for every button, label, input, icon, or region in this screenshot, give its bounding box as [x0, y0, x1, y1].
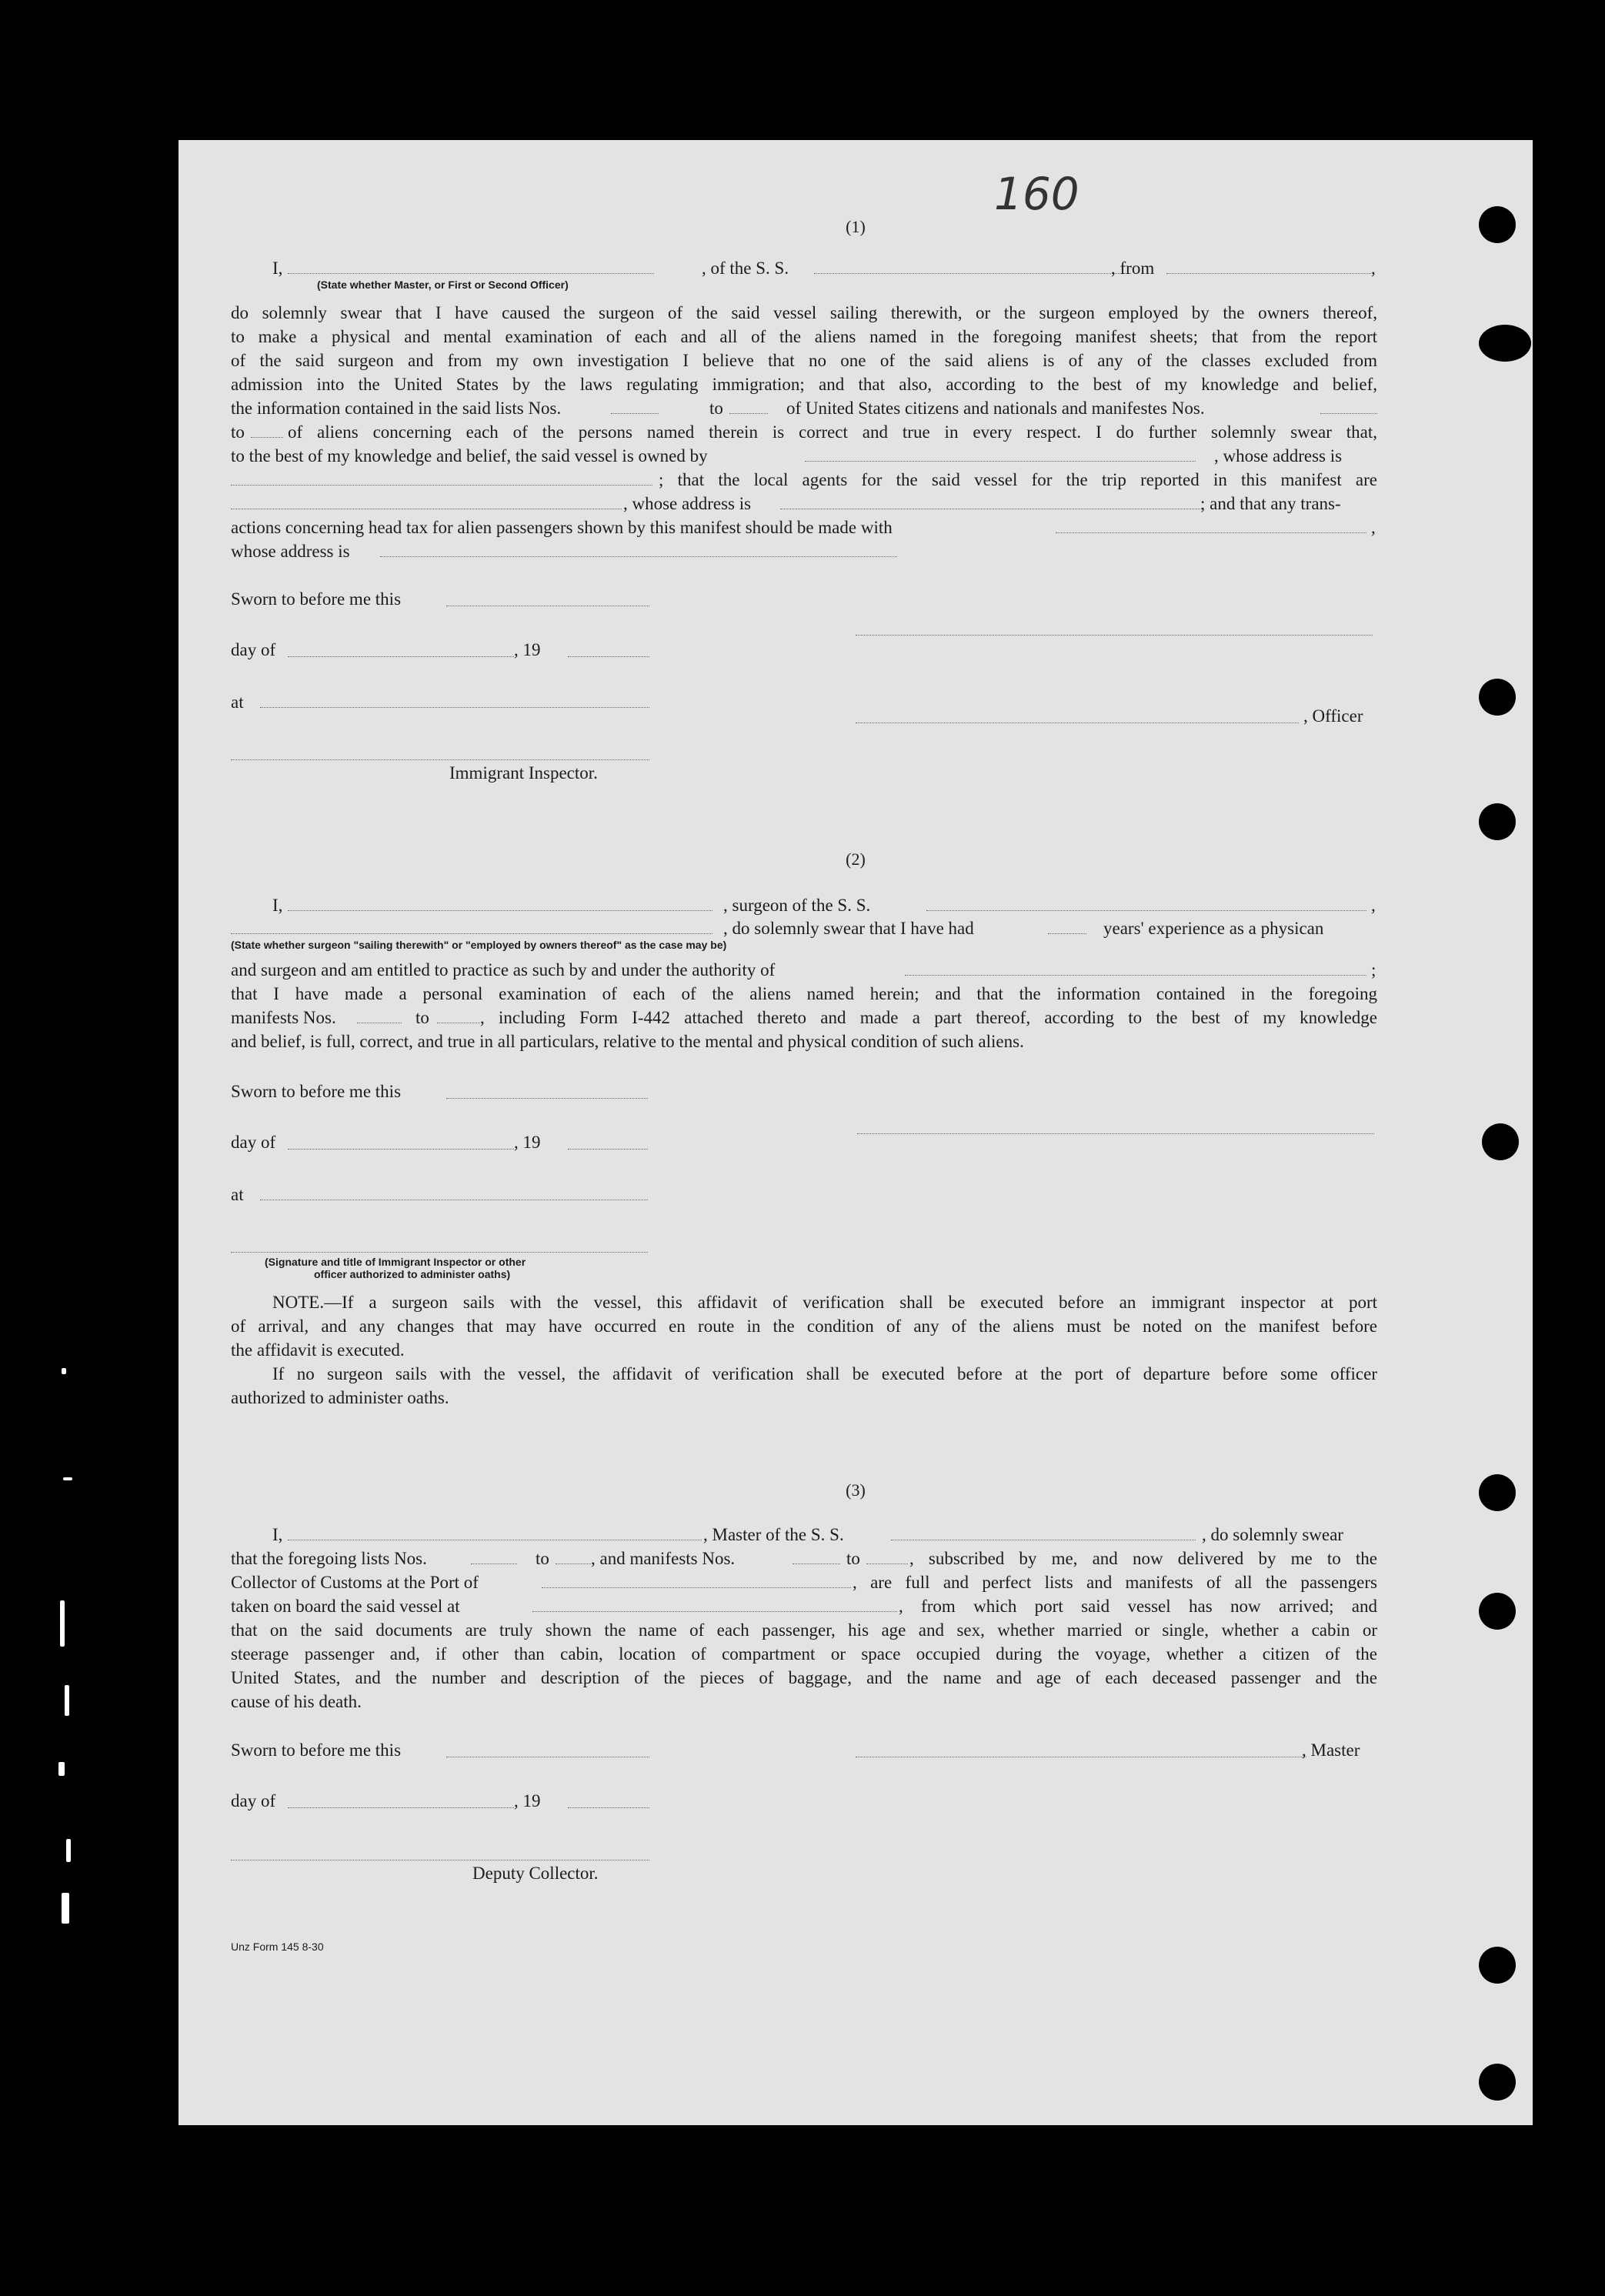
punch-hole	[1479, 325, 1531, 362]
s3-para-line: cause of his death.	[231, 1692, 362, 1711]
s3-manifests-from-field[interactable]	[792, 1563, 840, 1564]
s2-authority-text: and surgeon and am entitled to practice as such by and under the authority of	[231, 960, 776, 979]
scan-artifact	[58, 1762, 65, 1776]
s1-para-line: ; that the local agents for the said vessel for the trip reported in this manifest are	[659, 470, 1377, 489]
s1-whose-address: whose address is	[231, 542, 350, 561]
scan-artifact	[62, 1368, 66, 1374]
s3-manifests-label: , and manifests Nos.	[591, 1549, 736, 1568]
s3-collector-label: Deputy Collector.	[472, 1864, 599, 1883]
s2-vessel-field[interactable]	[926, 909, 1366, 911]
s2-semicolon: ;	[1371, 960, 1376, 979]
s2-note-line: of arrival, and any changes that may have occurred en route in the condition of any of the aliens must be noted on the manifest before	[231, 1317, 1377, 1336]
s1-citizens-text: of United States citizens and nationals and manifestes Nos.	[786, 399, 1205, 418]
s1-vessel-field[interactable]	[814, 272, 1131, 274]
s1-agents-address-field[interactable]	[780, 508, 1202, 509]
s3-day-field[interactable]	[288, 1807, 514, 1808]
s1-year-field[interactable]	[568, 656, 649, 657]
s3-lists-to-field[interactable]	[556, 1563, 591, 1564]
s1-manifests-to-field[interactable]	[251, 436, 283, 438]
punch-hole	[1479, 1593, 1516, 1630]
s3-lists-label: that the foregoing lists Nos.	[231, 1549, 427, 1568]
s3-taken-label: taken on board the said vessel at	[231, 1597, 460, 1616]
s1-sworn-date-field[interactable]	[446, 605, 649, 606]
s1-comma-2: ,	[1371, 518, 1376, 537]
s3-master-label: , Master	[1302, 1740, 1360, 1760]
s1-day-field[interactable]	[288, 656, 514, 657]
s1-signature-line[interactable]	[856, 634, 1373, 636]
s2-at-field[interactable]	[260, 1199, 648, 1200]
s2-surgeon-of-ss: , surgeon of the S. S.	[723, 896, 871, 915]
s1-from-field[interactable]	[1166, 272, 1371, 274]
scan-artifact	[65, 1685, 69, 1716]
s3-para-line: , subscribed by me, and now delivered by me to the	[909, 1549, 1377, 1568]
s1-lists-to-field[interactable]	[729, 412, 768, 414]
s3-port-field[interactable]	[542, 1587, 851, 1588]
s1-of-ss: , of the S. S.	[702, 259, 789, 278]
s1-trans: ; and that any trans-	[1200, 494, 1341, 513]
s1-at-field[interactable]	[260, 706, 649, 708]
scan-artifact	[62, 1893, 69, 1924]
s1-para-line: of aliens concerning each of the persons named therein is correct and true in every respect. I do further solemnly swear that,	[288, 422, 1377, 442]
s3-port-label: Collector of Customs at the Port of	[231, 1573, 479, 1592]
s2-signature-line[interactable]	[857, 1133, 1374, 1134]
s1-day-of: day of	[231, 640, 276, 659]
form-sheet	[179, 140, 1533, 2125]
s1-owned-by: to the best of my knowledge and belief, the said vessel is owned by	[231, 446, 708, 466]
s3-sworn-date-field[interactable]	[446, 1756, 649, 1757]
s3-para-line: steerage passenger and, if other than cabin, location of compartment or space occupied during the voyage, whether a citizen of the	[231, 1644, 1377, 1664]
s3-para-line: , are full and perfect lists and manifests of all the passengers	[853, 1573, 1377, 1592]
s2-to: to	[415, 1008, 429, 1027]
scan-artifact	[63, 1477, 72, 1480]
s1-agents-address-label: , whose address is	[623, 494, 752, 513]
s2-authority-field[interactable]	[905, 974, 1366, 976]
s3-master-name-field[interactable]	[288, 1539, 702, 1540]
s2-years-field[interactable]	[1048, 933, 1086, 934]
s1-lists-from-field[interactable]	[611, 412, 659, 414]
s3-to: to	[536, 1549, 549, 1568]
s1-lists-text: the information contained in the said lists Nos.	[231, 399, 562, 418]
s3-year: , 19	[514, 1791, 541, 1810]
s3-para-line: that on the said documents are truly shown the name of each passenger, his age and sex, whether married or single, whether a cabin or	[231, 1620, 1377, 1640]
s3-to-2: to	[846, 1549, 860, 1568]
scan-artifact	[60, 1600, 65, 1647]
s2-note-line: If no surgeon sails with the vessel, the affidavit of verification shall be executed before at the port of departure before some officer	[272, 1364, 1377, 1383]
s2-swear-text: , do solemnly swear that I have had	[723, 919, 974, 938]
s2-para-line: that I have made a personal examination of each of the aliens named herein; and that the information contained in the foregoing	[231, 984, 1377, 1003]
s3-sworn: Sworn to before me this	[231, 1740, 402, 1760]
section-1-number: (1)	[846, 217, 866, 236]
s2-manifests-from-field[interactable]	[357, 1022, 402, 1023]
s2-note-line: NOTE.—If a surgeon sails with the vessel, this affidavit of verification shall be executed before an immigrant inspector at port	[272, 1293, 1377, 1312]
s3-collector-signature-line[interactable]	[231, 1859, 649, 1860]
s1-officer-label: , Officer	[1303, 706, 1363, 726]
s2-inspector-signature-line[interactable]	[231, 1251, 648, 1253]
s1-manifests-from-field[interactable]	[1320, 412, 1377, 414]
s1-i-label: I,	[272, 259, 283, 278]
s1-owner-address-field[interactable]	[231, 484, 652, 486]
s2-experience-text: years' experience as a physican	[1103, 919, 1324, 938]
s2-signature-note-2: officer authorized to administer oaths)	[314, 1268, 511, 1280]
s3-swear: , do solemnly swear	[1202, 1525, 1343, 1544]
s1-year: , 19	[514, 640, 541, 659]
s2-year: , 19	[514, 1133, 541, 1152]
section-3-number: (3)	[846, 1480, 866, 1500]
s2-manifests-label: manifests Nos.	[231, 1008, 336, 1027]
punch-hole	[1479, 803, 1516, 840]
s1-from: , from	[1111, 259, 1155, 278]
scan-artifact	[66, 1839, 71, 1862]
s3-lists-from-field[interactable]	[471, 1563, 517, 1564]
s3-day-of: day of	[231, 1791, 276, 1810]
s2-para-line: , including Form I-442 attached thereto and made a part thereof, according to the best of my knowledge	[480, 1008, 1377, 1027]
s1-para-line: admission into the United States by the laws regulating immigration; and that also, according to the best of my knowledge and belief,	[231, 375, 1377, 394]
s1-head-tax: actions concerning head tax for alien passengers shown by this manifest should be made with	[231, 518, 893, 537]
s2-sworn-date-field[interactable]	[446, 1097, 648, 1099]
s1-para-line: do solemnly swear that I have caused the surgeon of the said vessel sailing therewith, or the surgeon employed by the owners thereof,	[231, 303, 1377, 322]
s1-officer-name-field[interactable]	[288, 272, 654, 274]
s2-at: at	[231, 1185, 244, 1204]
s2-day-of: day of	[231, 1133, 276, 1152]
s3-vessel-field[interactable]	[891, 1539, 1196, 1540]
section-2-number: (2)	[846, 849, 866, 869]
s3-year-field[interactable]	[568, 1807, 649, 1808]
punch-hole	[1482, 1123, 1519, 1160]
s2-surgeon-note: (State whether surgeon "sailing therewith" or "employed by owners thereof" as the case may be)	[231, 939, 727, 951]
s3-master-of-ss: , Master of the S. S.	[703, 1525, 844, 1544]
s2-note-line: authorized to administer oaths.	[231, 1388, 449, 1407]
s3-i-label: I,	[272, 1525, 283, 1544]
s2-para-line: and belief, is full, correct, and true in all particulars, relative to the mental and physical condition of such aliens.	[231, 1032, 1024, 1051]
s1-officer-note: (State whether Master, or First or Second Officer)	[317, 279, 569, 291]
handwritten-page-number: 160	[994, 168, 1079, 220]
s2-sworn: Sworn to before me this	[231, 1082, 402, 1101]
s1-para-line: to make a physical and mental examination of each and all of the aliens named in the foregoing manifest sheets; that from the report	[231, 327, 1377, 346]
s2-i-label: I,	[272, 896, 283, 915]
s3-manifests-to-field[interactable]	[866, 1563, 908, 1564]
s2-surgeon-name-field[interactable]	[288, 909, 712, 911]
s1-address-label: , whose address is	[1214, 446, 1343, 466]
s3-departure-port-field[interactable]	[532, 1610, 897, 1612]
s3-master-signature-line[interactable]	[856, 1756, 1306, 1757]
s1-owner-field[interactable]	[805, 460, 1196, 462]
s1-comma: ,	[1371, 259, 1376, 278]
s1-head-tax-field[interactable]	[1056, 532, 1366, 533]
s3-para-line: , from which port said vessel has now arrived; and	[899, 1597, 1377, 1616]
s2-note-line: the affidavit is executed.	[231, 1340, 405, 1360]
form-identifier: Unz Form 145 8-30	[231, 1941, 324, 1953]
s1-inspector-label: Immigrant Inspector.	[449, 763, 598, 783]
punch-hole	[1479, 1947, 1516, 1984]
s1-inspector-signature-line[interactable]	[231, 759, 649, 760]
s1-to-2: to	[231, 422, 245, 442]
s1-agents-field[interactable]	[231, 508, 622, 509]
punch-hole	[1479, 2064, 1516, 2101]
s1-head-tax-address-field[interactable]	[380, 556, 897, 557]
s1-officer-signature-line[interactable]	[856, 722, 1299, 723]
s2-signature-note-1: (Signature and title of Immigrant Inspector or other	[265, 1256, 526, 1268]
s1-at: at	[231, 692, 244, 712]
s3-para-line: United States, and the number and description of the pieces of baggage, and the name and age of each deceased passenger and the	[231, 1668, 1377, 1687]
s2-day-field[interactable]	[288, 1148, 514, 1150]
s2-manifests-to-field[interactable]	[437, 1022, 480, 1023]
s1-sworn: Sworn to before me this	[231, 589, 402, 609]
s2-year-field[interactable]	[568, 1148, 648, 1150]
s1-to: to	[709, 399, 723, 418]
s2-surgeon-status-field[interactable]	[231, 933, 712, 934]
punch-hole	[1479, 679, 1516, 716]
s2-comma: ,	[1371, 896, 1376, 915]
s1-para-line: of the said surgeon and from my own investigation I believe that no one of the said aliens is of any of the classes excluded from	[231, 351, 1377, 370]
